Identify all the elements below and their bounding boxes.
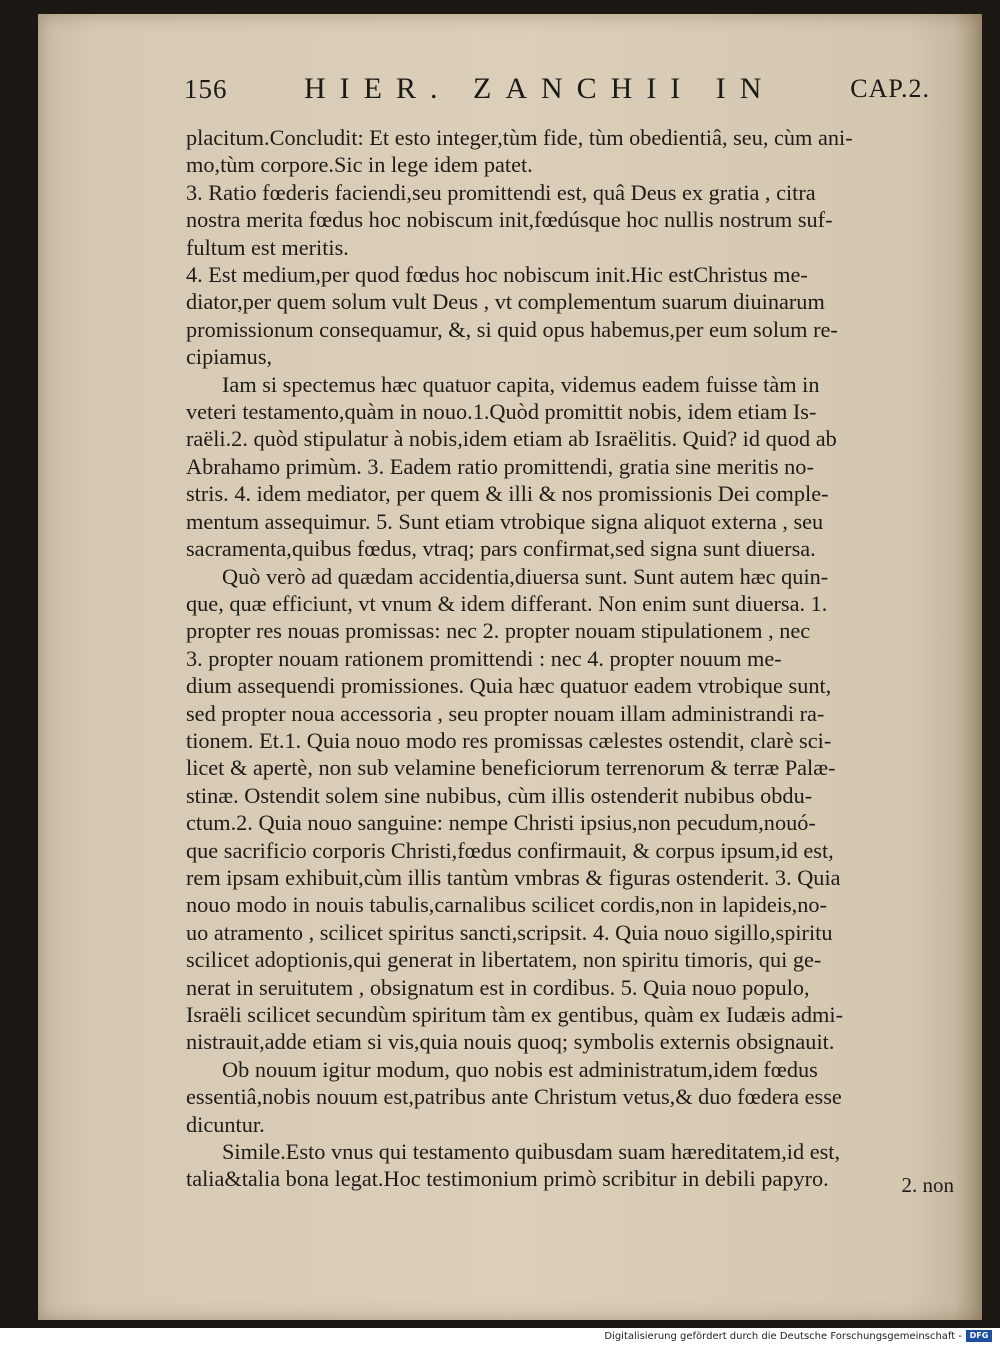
- text-line: propter res nouas promissas: nec 2. propter nouam stipulationem , nec: [186, 618, 811, 644]
- text-line: scilicet adoptionis,qui generat in libertatem, non spiritu timoris, qui ge-: [186, 947, 822, 973]
- text-line: veteri testamento,quàm in nouo.1.Quòd promittit nobis, idem etiam Is-: [186, 399, 817, 425]
- digitization-credit: Digitalisierung gefördert durch die Deutsche Forschungsgemeinschaft -: [604, 1331, 962, 1342]
- text-line: sed propter noua accessoria , seu propter nouam illam administrandi ra-: [186, 700, 825, 726]
- text-line: Iam si spectemus hæc quatuor capita, videmus eadem fuisse tàm in: [222, 371, 820, 397]
- text-line: diator,per quem solum vult Deus , vt complementum suarum diuinarum: [186, 289, 825, 315]
- text-line: 3. Ratio fœderis faciendi,seu promittendi est, quâ Deus ex gratia , citra: [186, 179, 816, 205]
- text-line: raëli.2. quòd stipulatur à nobis,idem etiam ab Israëlitis. Quid? id quod ab: [186, 426, 837, 452]
- text-line: cipiamus,: [186, 344, 273, 370]
- body-text: [186, 124, 946, 1193]
- text-line: mentum assequimur. 5. Sunt etiam vtrobique signa aliquot externa , seu: [186, 508, 824, 534]
- text-line: Israëli scilicet secundùm spiritum tàm ex gentibus, quàm ex Iudæis admi-: [186, 1002, 843, 1027]
- text-line: essentiâ,nobis nouum est,patribus ante Christum vetus,& duo fœdera esse: [186, 1084, 842, 1110]
- text-line: placitum.Concludit: Et esto integer,tùm fide, tùm obedientiâ, seu, cùm ani-: [186, 125, 853, 150]
- text-line: 4. Est medium,per quod fœdus hoc nobiscum init.Hic estChristus me-: [186, 262, 808, 288]
- page-edge-shadow: [954, 14, 982, 1320]
- text-line: 3. propter nouam rationem promittendi : nec 4. propter nouum me-: [186, 645, 782, 671]
- text-line: fultum est meritis.: [186, 234, 349, 260]
- text-line: nerat in seruitutem , obsignatum est in cordibus. 5. Quia nouo populo,: [186, 974, 810, 1000]
- text-line: Ob nouum igitur modum, quo nobis est administratum,idem fœdus: [222, 1056, 818, 1082]
- text-line: Simile.Esto vnus qui testamento quibusdam suam hæreditatem,id est,: [222, 1139, 841, 1165]
- text-line: que, quæ efficiunt, vt vnum & idem differant. Non enim sunt diuersa. 1.: [186, 590, 828, 616]
- page-number: 156: [184, 74, 228, 104]
- catchword: 2. non: [901, 1173, 954, 1197]
- page-header: [184, 74, 930, 114]
- dfg-logo: DFG: [966, 1330, 992, 1342]
- text-line: stris. 4. idem mediator, per quem & illi & nos promissionis Dei comple-: [186, 481, 829, 507]
- text-line: promissionum consequamur, &, si quid opus habemus,per eum solum re-: [186, 316, 838, 342]
- text-line: ctum.2. Quia nouo sanguine: nempe Christi ipsius,non pecudum,nouó-: [186, 810, 816, 836]
- text-line: talia&talia bona legat.Hoc testimonium primò scribitur in debili papyro.: [186, 1166, 829, 1192]
- text-line: dicuntur.: [186, 1111, 265, 1137]
- text-line: stinæ. Ostendit solem sine nubibus, cùm illis ostenderit nubibus obdu-: [186, 782, 813, 808]
- text-line: nistrauit,adde etiam si vis,quia nouis quoq; symbolis externis obsignauit.: [186, 1029, 835, 1055]
- text-line: que sacrificio corporis Christi,fœdus confirmauit, & corpus ipsum,id est,: [186, 837, 834, 863]
- text-line: tionem. Et.1. Quia nouo modo res promissas cælestes ostendit, clarè sci-: [186, 727, 832, 753]
- text-line: sacramenta,quibus fœdus, vtraq; pars confirmat,sed signa sunt diuersa.: [186, 536, 816, 562]
- text-line: uo atramento , scilicet spiritus sancti,scripsit. 4. Quia nouo sigillo,spiritu: [186, 919, 833, 945]
- text-line: nostra merita fœdus hoc nobiscum init,fœdúsque hoc nullis nostrum suf-: [186, 207, 833, 233]
- text-line: dium assequendi promissiones. Quia hæc quatuor eadem vtrobique sunt,: [186, 673, 832, 699]
- text-line: Abrahamo primùm. 3. Eadem ratio promittendi, gratia sine meritis no-: [186, 453, 814, 479]
- running-title: HIER. ZANCHII IN: [304, 72, 776, 105]
- text-line: licet & apertè, non sub velamine beneficiorum terrenorum & terræ Palæ-: [186, 755, 836, 781]
- text-line: nouo modo in nouis tabulis,carnalibus scilicet cordis,non in lapideis,no-: [186, 892, 827, 918]
- chapter-label: CAP.2.: [850, 74, 930, 103]
- text-line: mo,tùm corpore.Sic in lege idem patet.: [186, 152, 533, 178]
- text-line: rem ipsam exhibuit,cùm illis tantùm vmbras & figuras ostenderit. 3. Quia: [186, 864, 841, 890]
- text-line: Quò verò ad quædam accidentia,diuersa sunt. Sunt autem hæc quin-: [222, 563, 829, 589]
